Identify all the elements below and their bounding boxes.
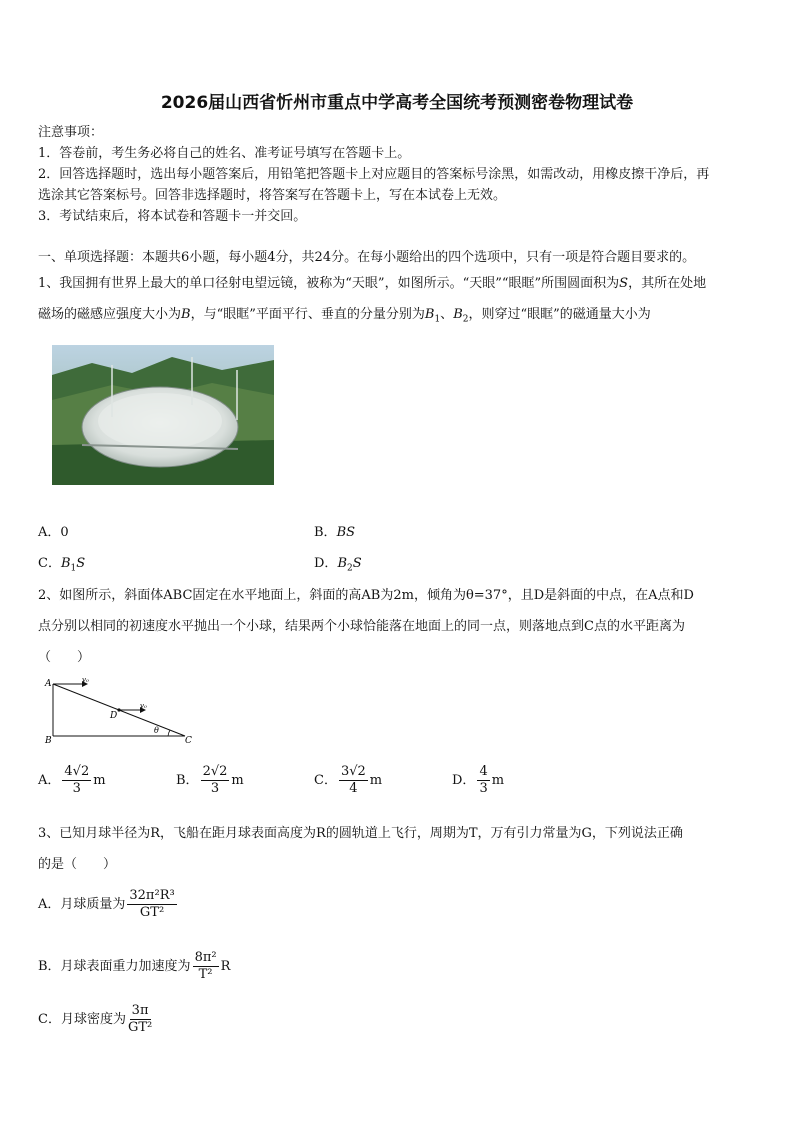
notice-item-2-cont: 选涂其它答案标号。回答非选择题时，将答案写在答题卡上，写在本试卷上无效。 <box>38 188 507 203</box>
q2-line-1: 2、如图所示，斜面体ABC固定在水平地面上，斜面的高AB为2m，倾角为θ=37°，且D是斜面的中点，在A点和D <box>38 588 694 603</box>
q3-line-1: 3、已知月球半径为R，飞船在距月球表面高度为R的圆轨道上飞行，周期为T，万有引力常量为G，下列说法正确 <box>38 826 683 841</box>
label-b: B <box>45 736 52 746</box>
q3-option-a[interactable]: A．月球质量为 $\frac{\text{32π²R³}}{\text{GT²}}$ <box>38 888 175 920</box>
label-a: A <box>45 679 52 689</box>
q2-option-d[interactable]: D． $\frac{4}{3}$ m <box>452 764 505 796</box>
q1-option-a[interactable]: A．0 <box>38 525 69 540</box>
label-v0-a: v₀ <box>82 676 89 684</box>
q3-option-b[interactable]: B．月球表面重力加速度为 $\frac{\text{8π²}}{\text{T²}}$ R <box>38 950 231 982</box>
q2-line-2: 点分别以相同的初速度水平抛出一个小球，结果两个小球恰能落在地面上的同一点，则落地点到C点的水平距离为 <box>38 619 685 634</box>
label-d: D <box>110 711 118 721</box>
angle-arc <box>168 730 170 736</box>
q3-option-c[interactable]: C．月球密度为 $\frac{3\pi}{\text{GT²}}$ <box>38 1003 153 1035</box>
label-v0-d: v₀ <box>140 702 147 710</box>
point-d <box>117 708 120 711</box>
notice-item-2: 2．回答选择题时，选出每小题答案后，用铅笔把答题卡上对应题目的答案标号涂黑，如需改动，用橡皮擦干净后，再 <box>38 167 710 182</box>
telescope-photo <box>52 345 274 485</box>
incline-diagram <box>40 674 200 746</box>
label-theta: θ <box>154 726 159 735</box>
q2-option-a[interactable]: A． $\frac{4√2}{3}$ m <box>38 764 106 796</box>
q1-option-b[interactable]: B．BS <box>314 525 356 540</box>
q1-line-2: 磁场的磁感应强度大小为B，与“眼眶”平面平行、垂直的分量分别为$B_1$、$B_2$，则穿过“眼眶”的磁通量大小为 <box>38 307 651 325</box>
notice-item-3: 3．考试结束后，将本试卷和答题卡一并交回。 <box>38 209 307 224</box>
q1-line-1: 1、我国拥有世界上最大的单口径射电望远镜，被称为“天眼”，如图所示。“天眼”“眼眶”所围圆面积为S，其所在处地 <box>38 276 707 291</box>
q1-option-c[interactable]: C．$B_1S$ <box>38 556 86 574</box>
q2-option-b[interactable]: B． $\frac{2√2}{3}$ m <box>176 764 244 796</box>
q1-option-d[interactable]: D．$B_2S$ <box>314 556 362 574</box>
notice-item-1: 1．答卷前，考生务必将自己的姓名、准考证号填写在答题卡上。 <box>38 146 411 161</box>
section-heading: 一、单项选择题：本题共6小题，每小题4分，共24分。在每小题给出的四个选项中，只有一项是符合题目要求的。 <box>38 250 696 265</box>
label-c: C <box>185 736 192 746</box>
q2-option-c[interactable]: C． $\frac{3√2}{4}$ m <box>314 764 383 796</box>
page-title: 2026届山西省忻州市重点中学高考全国统考预测密卷物理试卷 <box>160 93 634 113</box>
q3-line-2: 的是（ ） <box>38 857 117 872</box>
notice-heading: 注意事项： <box>38 125 104 140</box>
q2-line-3: （ ） <box>38 650 91 665</box>
